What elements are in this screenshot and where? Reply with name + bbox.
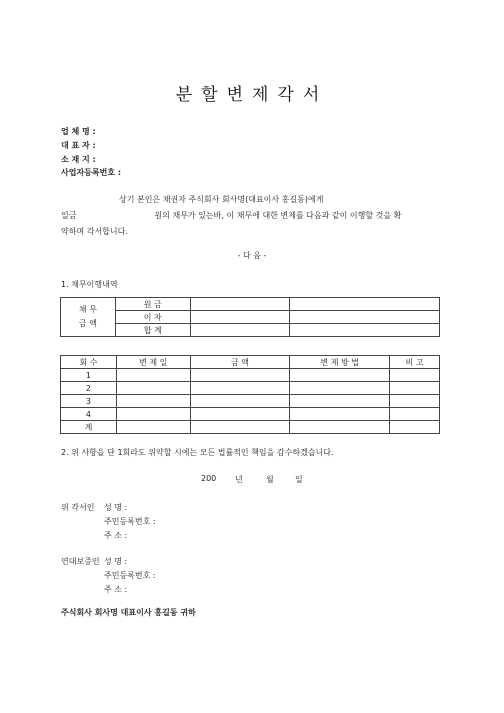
amount-cell[interactable] [190,408,290,421]
guarantor-name-field: 성 명 : [104,557,128,566]
section-1-heading: 1. 채무이행내역 [61,280,118,289]
debt-amount-table [60,297,440,337]
table-row [61,408,440,421]
repay-date-cell[interactable] [116,369,190,382]
business-number-label: 사업자등록번호 : [61,168,122,177]
installment-number: 1 [61,369,117,382]
repay-date-cell[interactable] [116,408,190,421]
addressee-footer: 주식회사 회사명 대표이사 홍길동 귀하 [61,608,196,617]
debt-group-cell [61,298,116,337]
signer-name-field: 성 명 : [104,503,128,512]
intro-paragraph [61,192,445,240]
interest-note-cell[interactable] [290,311,440,324]
header-repay-method: 변 제 방 법 [290,356,390,369]
principal-amount-cell[interactable] [190,298,290,311]
table-row [61,369,440,382]
method-cell[interactable] [290,382,390,395]
date-year-label: 년 [235,475,243,484]
table-row [61,382,440,395]
section-2-statement: 2. 위 사항을 단 1회라도 위약할 시에는 모든 법률적인 책임을 감수하겠습니다. [61,448,334,457]
date-day-label: 일 [295,475,303,484]
remarks-cell[interactable] [390,369,440,382]
installment-number: 2 [61,382,117,395]
remarks-cell[interactable] [390,408,440,421]
total-note-cell[interactable] [290,324,440,337]
repay-date-cell[interactable] [116,382,190,395]
repayment-schedule-table [60,355,440,434]
method-cell[interactable] [290,369,390,382]
signer-address-field: 주 소 : [104,531,128,540]
interest-amount-cell[interactable] [190,311,290,324]
repay-date-cell[interactable] [116,421,190,434]
principal-label: 원 금 [115,298,190,311]
header-installment: 회 수 [61,356,117,369]
company-name-label: 업 체 명 : [61,127,96,136]
header-remarks: 비 고 [390,356,440,369]
installment-number: 3 [61,395,117,408]
remarks-cell[interactable] [390,421,440,434]
header-repay-date: 변 제 일 [116,356,190,369]
interest-label: 이 자 [115,311,190,324]
signer-role-label: 위 각서인 [61,503,95,512]
principal-note-cell[interactable] [290,298,440,311]
intro-line-1: 상기 본인은 채권자 주식회사 회사명(대표이사 홍길동)에게 [119,195,324,204]
method-cell[interactable] [290,408,390,421]
guarantor-address-field: 주 소 : [104,585,128,594]
intro-amount-label: 일금 [61,211,77,220]
document-title: 분할변제각서 [175,85,329,105]
signer-id-field: 주민등록번호 : [104,517,156,526]
intro-debt-text: 원의 채무가 있는바, 이 채무에 대한 변제를 다음과 같이 이행할 것을 확 [154,211,402,220]
method-cell[interactable] [290,421,390,434]
installment-number: 4 [61,408,117,421]
installment-total: 계 [61,421,117,434]
remarks-cell[interactable] [390,395,440,408]
center-heading: - 다 음 - [237,251,267,260]
repay-date-cell[interactable] [116,395,190,408]
amount-cell[interactable] [190,421,290,434]
intro-line-3: 약하며 각서합니다. [61,227,128,236]
amount-cell[interactable] [190,395,290,408]
guarantor-role-label: 연대보증인 [61,557,100,566]
remarks-cell[interactable] [390,382,440,395]
intro-line-2 [61,208,445,224]
table-row [61,395,440,408]
representative-label: 대 표 자 : [61,141,96,150]
method-cell[interactable] [290,395,390,408]
amount-cell[interactable] [190,382,290,395]
total-amount-cell[interactable] [190,324,290,337]
total-label: 합 계 [115,324,190,337]
address-label: 소 재 지 : [61,155,96,164]
guarantor-id-field: 주민등록번호 : [104,571,156,580]
debt-group-label-1: 채 무 [78,305,97,314]
debt-group-label-2: 금 액 [78,319,97,328]
date-year: 200 [201,474,217,483]
schedule-header-row [61,356,440,369]
header-amount: 금 액 [190,356,290,369]
table-row [61,421,440,434]
amount-cell[interactable] [190,369,290,382]
date-month-label: 월 [266,475,274,484]
